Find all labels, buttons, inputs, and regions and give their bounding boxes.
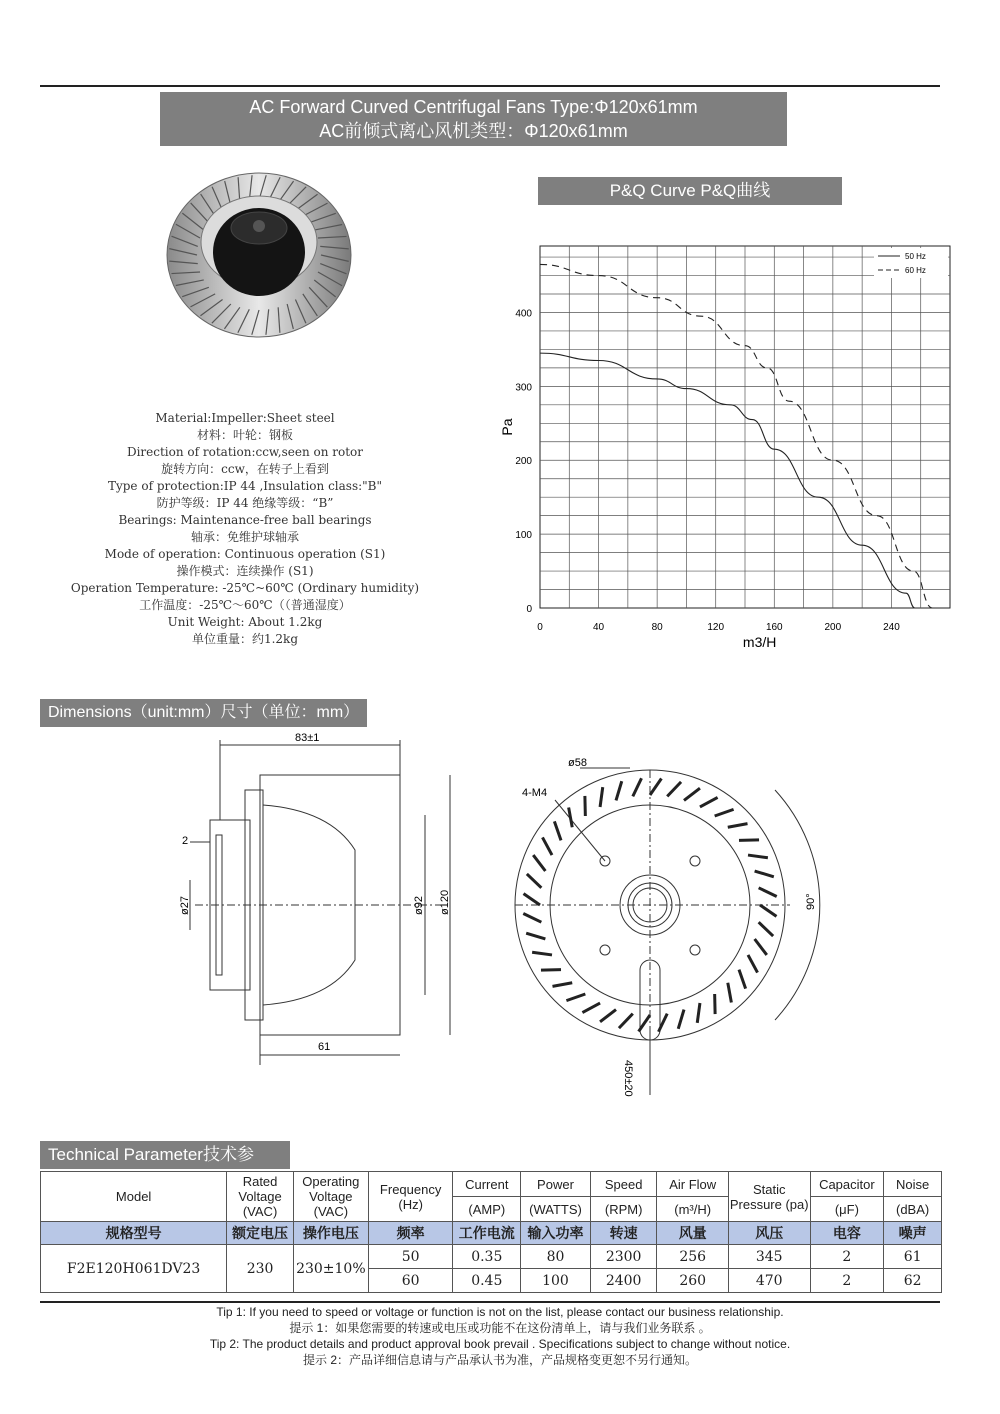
y-tick-label: 200 (515, 456, 532, 468)
cell-power: 100 (521, 1269, 591, 1293)
dim-width-total: 83±1 (295, 732, 320, 744)
cell-pressure: 345 (728, 1245, 810, 1269)
th-cn: 工作电流 (453, 1222, 521, 1245)
legend-label: 50 Hz (905, 252, 926, 261)
front-blade (566, 994, 585, 1001)
th-cn: 操作电压 (293, 1222, 368, 1245)
spec-line: 材料：叶轮：钢板 (196, 428, 293, 442)
dim-lead-length: 450±20 (622, 1060, 634, 1097)
spec-line: 旋转方向：ccw，在转子上看到 (161, 462, 329, 476)
tech-header (40, 1141, 290, 1169)
th-model: Model (41, 1172, 227, 1222)
front-blade (554, 821, 561, 840)
y-axis-label: Pa (499, 418, 515, 436)
x-tick-label: 40 (593, 622, 605, 633)
front-blade (582, 1003, 600, 1013)
spec-line: 轴承：免维护球轴承 (190, 530, 299, 544)
dim-mount-holes: 4-M4 (522, 787, 548, 799)
th-cn: 风压 (728, 1222, 810, 1245)
front-blade (616, 781, 622, 800)
spec-line: 防护等级：IP 44 绝缘等级：“B” (156, 496, 334, 510)
th-operating: Operating Voltage (VAC) (293, 1172, 368, 1222)
front-blade (527, 874, 541, 888)
front-blade (715, 809, 734, 816)
front-view (515, 768, 820, 1095)
spec-line: 工作温度：-25℃～60℃（（普通湿度） (139, 598, 351, 612)
tech-table (40, 1171, 942, 1293)
spec-line: 操作模式：连续操作 (S1) (176, 564, 314, 578)
front-blade (600, 1010, 616, 1022)
series-line-1 (540, 353, 915, 608)
front-blade (533, 855, 545, 871)
tip1-cn: 提示 1：如果您需要的转速或电压或功能不在这份清单上，请与我们业务联系 。 (289, 1321, 711, 1335)
cell-power: 80 (521, 1245, 591, 1269)
cell-current: 0.45 (453, 1269, 521, 1293)
front-blade (569, 807, 573, 827)
cell-current: 0.35 (453, 1245, 521, 1269)
front-blade (700, 797, 718, 807)
cell-noise: 62 (884, 1269, 942, 1293)
front-blade (526, 933, 545, 939)
th-cn: 转速 (590, 1222, 657, 1245)
spec-line: Material:Impeller:Sheet steel (155, 411, 335, 425)
front-blade (552, 983, 572, 987)
x-tick-label: 160 (765, 622, 783, 633)
dim-bolt-circle: ø58 (568, 757, 587, 769)
cell-pressure: 470 (728, 1269, 810, 1293)
cell-operating-voltage: 230±10% (293, 1245, 368, 1293)
x-tick-label: 0 (537, 622, 543, 633)
x-tick-label: 80 (651, 622, 663, 633)
spec-line: Unit Weight: About 1.2kg (167, 615, 323, 629)
dim-outer-dia: ø120 (439, 889, 451, 915)
front-blade (697, 1003, 700, 1023)
table-header-row (41, 1172, 942, 1197)
th-frequency: Frequency (Hz) (368, 1172, 453, 1222)
th-airflow-unit: (m³/H) (657, 1197, 729, 1222)
front-blade (523, 914, 541, 923)
cell-rated-voltage: 230 (227, 1245, 294, 1293)
cell-freq: 50 (368, 1245, 453, 1269)
dim-hub-dia: ø27 (179, 896, 191, 915)
th-cn: 风量 (657, 1222, 729, 1245)
pq-curve-header (538, 177, 842, 205)
title-en: AC Forward Curved Centrifugal Fans Type:Φ120x61mm (249, 97, 698, 117)
x-tick-label: 240 (883, 622, 900, 633)
legend-label: 60 Hz (905, 266, 926, 275)
front-blade (633, 778, 642, 796)
th-noise-unit: (dBA) (884, 1197, 942, 1222)
dimensions-label: Dimensions（unit:mm）尺寸（单位：mm） (48, 704, 360, 721)
th-power-unit: (WATTS) (521, 1197, 591, 1222)
front-blade (755, 939, 767, 955)
cell-noise: 61 (884, 1245, 942, 1269)
dimension-drawing (150, 730, 850, 1100)
dim-angle: 90° (805, 893, 817, 910)
x-tick-label: 120 (707, 622, 725, 633)
front-blade (524, 894, 540, 905)
th-current: Current (453, 1172, 521, 1197)
front-blade (619, 1014, 633, 1028)
cell-capacitor: 2 (810, 1269, 884, 1293)
th-cn: 输入功率 (521, 1222, 591, 1245)
tips (0, 1304, 1000, 1368)
front-blade (532, 952, 552, 955)
spec-line: 单位重量：约1.2kg (191, 632, 299, 646)
cell-model: F2E120H061DV23 (41, 1245, 227, 1293)
spec-line: Bearings: Maintenance-free ball bearings (118, 513, 372, 527)
front-blade (600, 787, 603, 807)
th-power: Power (521, 1172, 591, 1197)
x-tick-label: 200 (824, 622, 842, 633)
th-cn: 频率 (368, 1222, 453, 1245)
tip2-en: Tip 2: The product details and product approval book prevail . Specifications subject to change without notice. (209, 1337, 791, 1351)
x-axis-label: m3/H (742, 634, 777, 650)
th-capacitor: Capacitor (810, 1172, 884, 1197)
cell-airflow: 256 (657, 1245, 729, 1269)
side-view (190, 740, 450, 1065)
front-blade (684, 788, 700, 800)
th-current-unit: (AMP) (453, 1197, 521, 1222)
front-blade (739, 970, 746, 989)
spec-list (50, 410, 440, 648)
pq-curve-label: P&Q Curve P&Q曲线 (609, 181, 771, 200)
dim-motor-dia: ø92 (413, 896, 425, 915)
th-rated: Rated Voltage (VAC) (227, 1172, 294, 1222)
front-blade (760, 905, 776, 916)
y-tick-label: 400 (515, 308, 532, 320)
cell-freq: 60 (368, 1269, 453, 1293)
dimensions-header (40, 699, 367, 727)
cell-capacitor: 2 (810, 1245, 884, 1269)
tip1-en: Tip 1: If you need to speed or voltage or function is not on the list, please contact our business relationship. (216, 1305, 784, 1319)
bottom-divider (40, 1301, 940, 1303)
th-cn: 电容 (810, 1222, 884, 1245)
dim-flange: 2 (182, 835, 189, 847)
th-speed-unit: (RPM) (590, 1197, 657, 1222)
cell-airflow: 260 (657, 1269, 729, 1293)
th-pressure: Static Pressure (pa) (728, 1172, 810, 1222)
dim-height: 61 (318, 1041, 331, 1053)
th-capacitor-unit: (μF) (810, 1197, 884, 1222)
front-blade (748, 855, 768, 858)
table-cn-header-row (41, 1222, 942, 1245)
y-tick-label: 100 (515, 530, 532, 542)
cell-speed: 2300 (590, 1245, 657, 1269)
title-cn: AC前倾式离心风机类型：Φ120x61mm (319, 121, 628, 141)
pq-chart (490, 236, 960, 656)
top-divider (40, 85, 940, 87)
cell-speed: 2400 (590, 1269, 657, 1293)
th-cn: 额定电压 (227, 1222, 294, 1245)
tech-label: Technical Parameter技术参 (48, 1145, 254, 1164)
front-blade (755, 871, 774, 877)
front-blade (759, 922, 773, 936)
front-blade (728, 824, 748, 828)
front-blade (678, 1010, 684, 1029)
front-blade (667, 782, 681, 796)
front-blade (748, 955, 758, 973)
th-cn: 规格型号 (41, 1222, 227, 1245)
y-tick-label: 300 (515, 382, 532, 394)
spec-line: Type of protection:IP 44 ,Insulation class:"B" (107, 479, 383, 493)
y-tick-label: 0 (526, 604, 532, 615)
front-blade (759, 888, 777, 897)
front-blade (542, 837, 552, 855)
th-airflow: Air Flow (657, 1172, 729, 1197)
spec-line: Mode of operation: Continuous operation (S1) (104, 547, 386, 561)
table-row (41, 1245, 942, 1269)
front-blade (728, 983, 732, 1003)
th-speed: Speed (590, 1172, 657, 1197)
front-blade (650, 779, 661, 795)
page-title (160, 92, 787, 146)
th-cn: 噪声 (884, 1222, 942, 1245)
fan-product-image (162, 160, 357, 355)
th-noise: Noise (884, 1172, 942, 1197)
spec-line: Direction of rotation:ccw,seen on rotor (126, 445, 364, 459)
tip2-cn: 提示 2：产品详细信息请与产品承认书为准，产品规格变更恕不另行通知。 (302, 1353, 697, 1367)
spec-line: Operation Temperature: -25℃~60℃ (Ordinary humidity) (70, 581, 420, 595)
